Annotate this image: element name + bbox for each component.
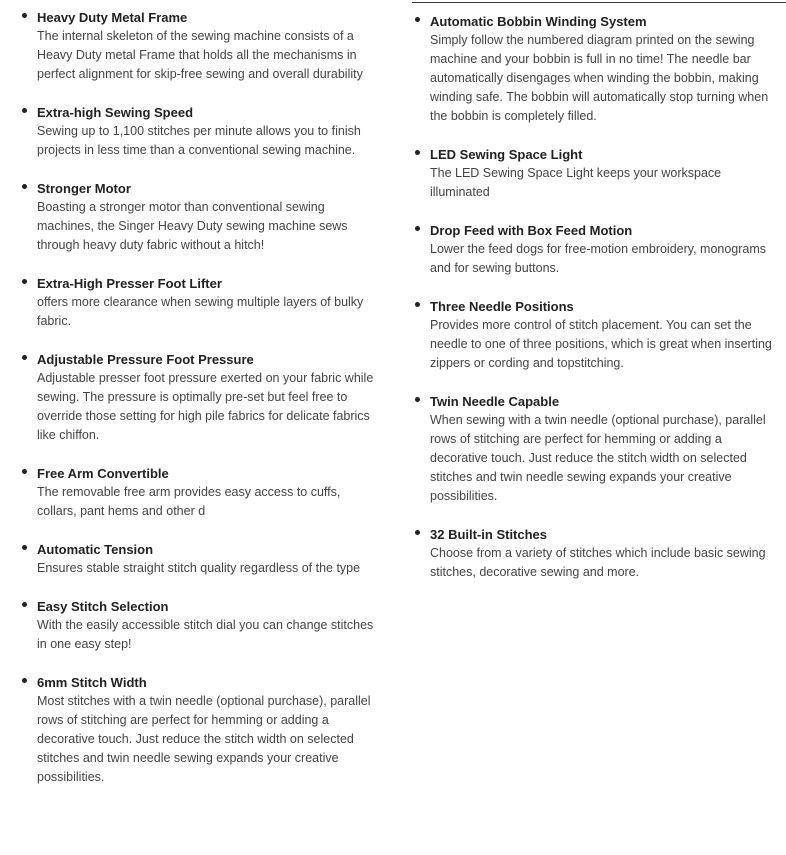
feature-title: 32 Built-in Stitches — [430, 527, 548, 542]
feature-heavy-duty-metal-frame — [22, 8, 374, 84]
feature-description: The LED Sewing Space Light keeps your workspace illuminated — [430, 166, 722, 199]
feature-title: Drop Feed with Box Feed Motion — [430, 223, 633, 238]
feature-description: offers more clearance when sewing multiple layers of bulky fabric. — [37, 295, 364, 328]
feature-32-built-in-stitches — [415, 525, 777, 582]
feature-list-right — [415, 12, 777, 601]
feature-title: Twin Needle Capable — [430, 394, 560, 409]
feature-easy-stitch-selection — [22, 597, 374, 654]
bullet-icon — [415, 302, 420, 307]
feature-led-sewing-space-light — [415, 145, 777, 202]
feature-description: Lower the feed dogs for free-motion embroidery, monograms and for sewing buttons. — [430, 242, 767, 275]
feature-extra-high-sewing-speed — [22, 103, 374, 160]
feature-description: The internal skeleton of the sewing machine consists of a Heavy Duty metal Frame that holds all the mechanisms in perfect alignment for skip-free sewing and overall durability — [37, 29, 363, 81]
feature-description: The removable free arm provides easy access to cuffs, collars, pant hems and other d — [37, 485, 341, 518]
bullet-icon — [22, 184, 27, 189]
feature-title: Automatic Bobbin Winding System — [430, 14, 647, 29]
bullet-icon — [415, 150, 420, 155]
feature-description: With the easily accessible stitch dial you can change stitches in one easy step! — [37, 618, 374, 651]
bullet-icon — [22, 469, 27, 474]
feature-twin-needle-capable — [415, 392, 777, 506]
feature-6mm-stitch-width — [22, 673, 374, 787]
feature-title: Extra-High Presser Foot Lifter — [37, 276, 222, 291]
bullet-icon — [415, 397, 420, 402]
bullet-icon — [22, 13, 27, 18]
feature-extra-high-presser-foot-lifter — [22, 274, 374, 331]
bullet-icon — [22, 545, 27, 550]
feature-title: Automatic Tension — [37, 542, 154, 557]
feature-list-left — [22, 8, 374, 806]
feature-description: When sewing with a twin needle (optional purchase), parallel rows of stitching are perfect for hemming or adding a decorative touch. Just reduce the stitch width on selected stitches and twin needle sewing expands your creative possibilities. — [430, 413, 766, 503]
feature-description: Adjustable presser foot pressure exerted on your fabric while sewing. The pressure is optimally pre-set but feel free to override those setting for high pile fabrics for delicate fabrics like chiffon. — [37, 371, 374, 442]
bullet-icon — [22, 279, 27, 284]
bullet-icon — [415, 17, 420, 22]
feature-three-needle-positions — [415, 297, 777, 373]
feature-title: Heavy Duty Metal Frame — [37, 10, 188, 25]
feature-drop-feed-box-feed-motion — [415, 221, 777, 278]
bullet-icon — [415, 530, 420, 535]
bullet-icon — [22, 108, 27, 113]
feature-description: Most stitches with a twin needle (optional purchase), parallel rows of stitching are perfect for hemming or adding a decorative touch. Just reduce the stitch width on selected stitches and twin needle sewing expands your creative possibilities. — [37, 694, 371, 784]
feature-title: Adjustable Pressure Foot Pressure — [37, 352, 254, 367]
feature-automatic-bobbin-winding — [415, 12, 777, 126]
feature-description: Simply follow the numbered diagram printed on the sewing machine and your bobbin is full in no time! The needle bar automatically disengages when winding the bobbin, making winding safe. The bobbin will automatically stop turning when the bobbin is completely filled. — [430, 33, 769, 123]
feature-stronger-motor — [22, 179, 374, 255]
feature-title: Easy Stitch Selection — [37, 599, 169, 614]
feature-adjustable-pressure-foot-pressure — [22, 350, 374, 445]
feature-title: Free Arm Convertible — [37, 466, 169, 481]
feature-title: Three Needle Positions — [430, 299, 574, 314]
feature-description: Boasting a stronger motor than conventional sewing machines, the Singer Heavy Duty sewing machine sews through heavy duty fabric without a hitch! — [37, 200, 348, 252]
bullet-icon — [415, 226, 420, 231]
feature-title: Extra-high Sewing Speed — [37, 105, 194, 120]
feature-title: LED Sewing Space Light — [430, 147, 583, 162]
feature-description: Ensures stable straight stitch quality regardless of the type — [37, 561, 361, 575]
feature-description: Choose from a variety of stitches which include basic sewing stitches, decorative sewing and more. — [430, 546, 766, 579]
feature-title: 6mm Stitch Width — [37, 675, 147, 690]
feature-description: Sewing up to 1,100 stitches per minute allows you to finish projects in less time than a conventional sewing machine. — [37, 124, 361, 157]
feature-title: Stronger Motor — [37, 181, 131, 196]
top-divider — [412, 2, 786, 3]
feature-free-arm-convertible — [22, 464, 374, 521]
bullet-icon — [22, 678, 27, 683]
feature-description: Provides more control of stitch placement. You can set the needle to one of three positions, which is great when inserting zippers or cording and topstitching. — [430, 318, 772, 370]
feature-automatic-tension — [22, 540, 374, 578]
bullet-icon — [22, 355, 27, 360]
bullet-icon — [22, 602, 27, 607]
